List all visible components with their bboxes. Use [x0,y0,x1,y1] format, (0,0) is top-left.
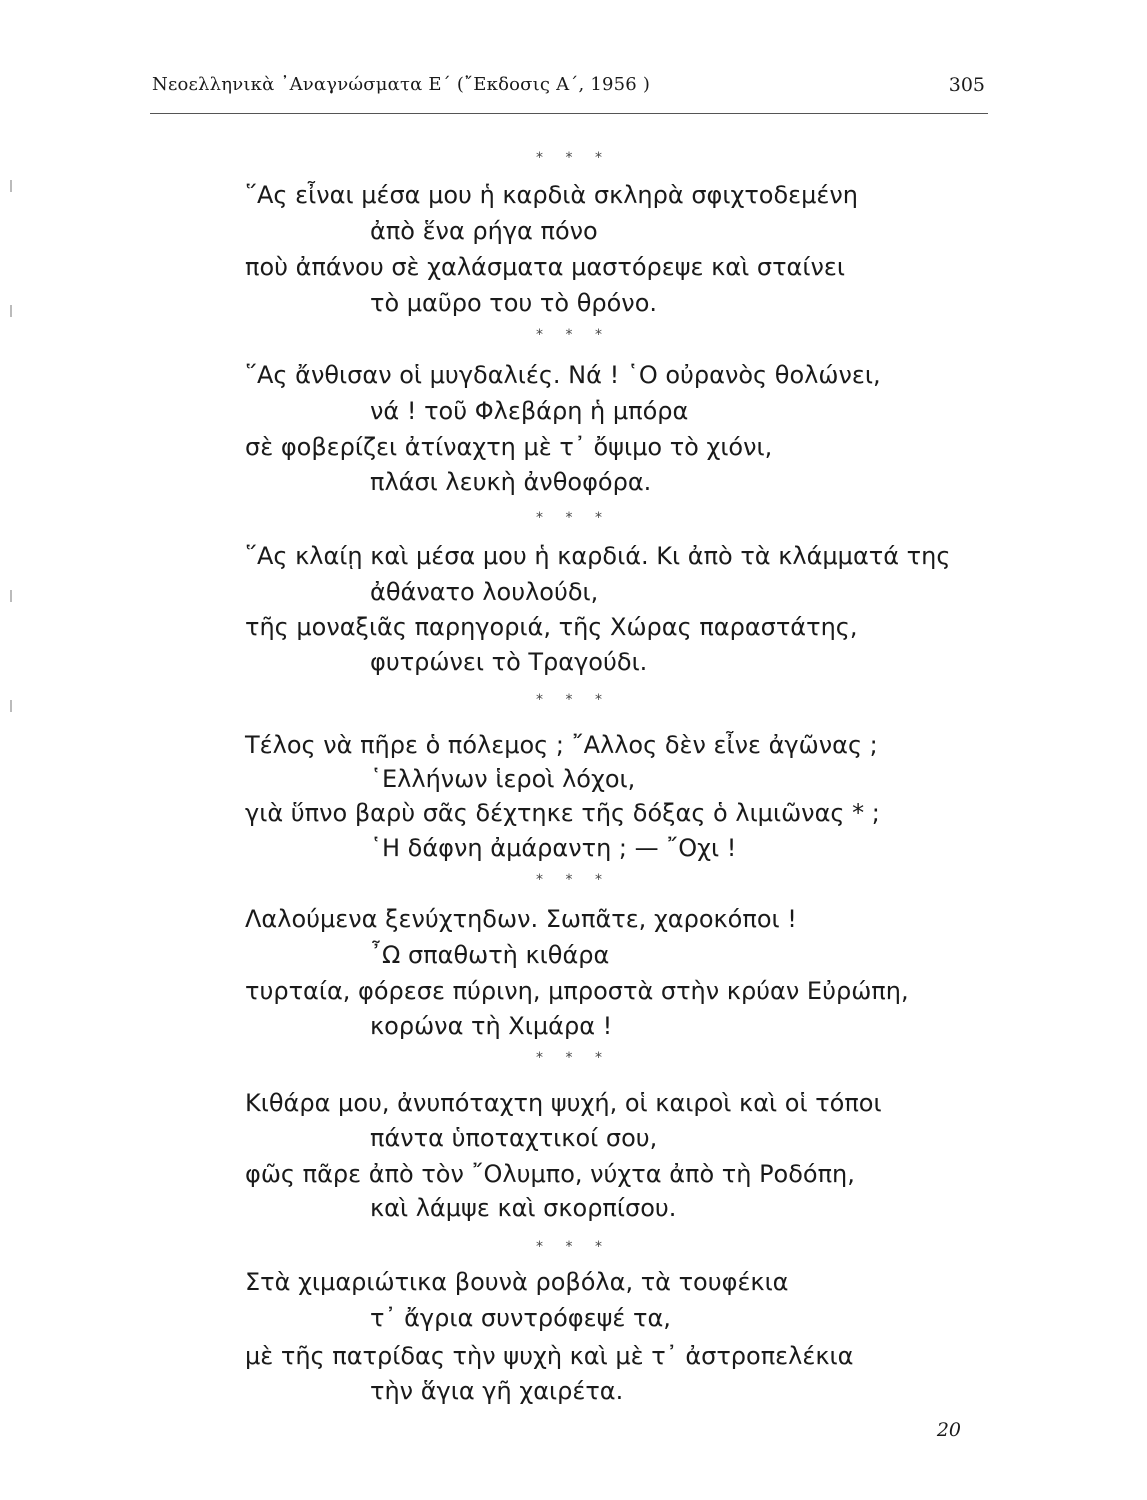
verse-line: ῾Ελλήνων ἱεροὶ λόχοι, [370,765,636,793]
running-title: Νεοελληνικὰ ᾿Αναγνώσματα Ε΄ (῎Εκδοσις Α΄, 1956 ) [152,74,651,95]
verse-line: καὶ λάμψε καὶ σκορπίσου. [370,1194,677,1222]
verse-line: φῶς πᾶρε ἀπὸ τὸν ῎Ολυμπο, νύχτα ἀπὸ τὴ Ροδόπη, [245,1160,855,1188]
stanza-separator: * * * [536,510,611,526]
verse-line: πάντα ὑποταχτικοί σου, [370,1124,658,1152]
verse-line: ῏Ω σπαθωτὴ κιθάρα [370,941,610,969]
verse-line: σὲ φοβερίζει ἀτίναχτη μὲ τ᾿ ὄψιμο τὸ χιόνι, [245,433,773,461]
header-rule [150,113,988,114]
verse-line: Κιθάρα μου, ἀνυπόταχτη ψυχή, οἱ καιροὶ καὶ οἱ τόποι [245,1089,882,1117]
verse-line: Τέλος νὰ πῆρε ὁ πόλεμος ; ῎Αλλος δὲν εἶνε ἀγῶνας ; [245,731,878,759]
verse-line: ῞Ας ἄνθισαν οἱ μυγδαλιές. Νά ! ῾Ο οὐρανὸς θολώνει, [245,361,881,389]
verse-line: τῆς μοναξιᾶς παρηγοριά, τῆς Χώρας παραστάτης, [245,613,858,641]
verse-line: φυτρώνει τὸ Τραγούδι. [370,648,648,676]
verse-line: ἀπὸ ἕνα ρήγα πόνο [370,217,598,245]
verse-line: τ᾿ ἄγρια συντρόφεψέ τα, [370,1304,671,1332]
verse-line: ῞Ας εἶναι μέσα μου ἡ καρδιὰ σκληρὰ σφιχτοδεμένη [245,181,858,209]
verse-line: τὴν ἅγια γῆ χαιρέτα. [370,1377,624,1405]
stanza-separator: * * * [536,1239,611,1255]
stanza-separator: * * * [536,872,611,888]
verse-line: Στὰ χιμαριώτικα βουνὰ ροβόλα, τὰ τουφέκια [245,1268,789,1296]
verse-line: ῞Ας κλαίῃ καὶ μέσα μου ἡ καρδιά. Κι ἀπὸ τὰ κλάμματά της [245,542,951,570]
page-number: 305 [948,74,985,96]
verse-line: γιὰ ὕπνο βαρὺ σᾶς δέχτηκε τῆς δόξας ὁ λιμιῶνας * ; [245,799,880,827]
verse-line: τὸ μαῦρο του τὸ θρόνο. [370,289,658,317]
stanza-separator: * * * [536,1050,611,1066]
signature-mark: 20 [936,1419,961,1441]
verse-line: νά ! τοῦ Φλεβάρη ἡ μπόρα [370,397,689,425]
verse-line: ποὺ ἀπάνου σὲ χαλάσματα μαστόρεψε καὶ σταίνει [245,253,845,281]
verse-line: Λαλούμενα ξενύχτηδων. Σωπᾶτε, χαροκόποι ! [245,905,797,933]
verse-line: πλάσι λευκὴ ἀνθοφόρα. [370,468,652,496]
verse-line: μὲ τῆς πατρίδας τὴν ψυχὴ καὶ μὲ τ᾿ ἀστροπελέκια [245,1342,854,1370]
stanza-separator: * * * [536,692,611,708]
stanza-separator: * * * [536,150,611,166]
page-header [152,74,985,104]
verse-line: τυρταία, φόρεσε πύρινη, μπροστὰ στὴν κρύαν Εὐρώπη, [245,977,909,1005]
stanza-separator: * * * [536,327,611,343]
margin-mark [10,180,12,192]
verse-line: κορώνα τὴ Χιμάρα ! [370,1012,613,1040]
margin-mark [10,305,12,317]
verse-line: ῾Η δάφνη ἀμάραντη ; — ῎Οχι ! [370,834,737,862]
margin-mark [10,590,12,602]
verse-line: ἀθάνατο λουλούδι, [370,578,599,606]
